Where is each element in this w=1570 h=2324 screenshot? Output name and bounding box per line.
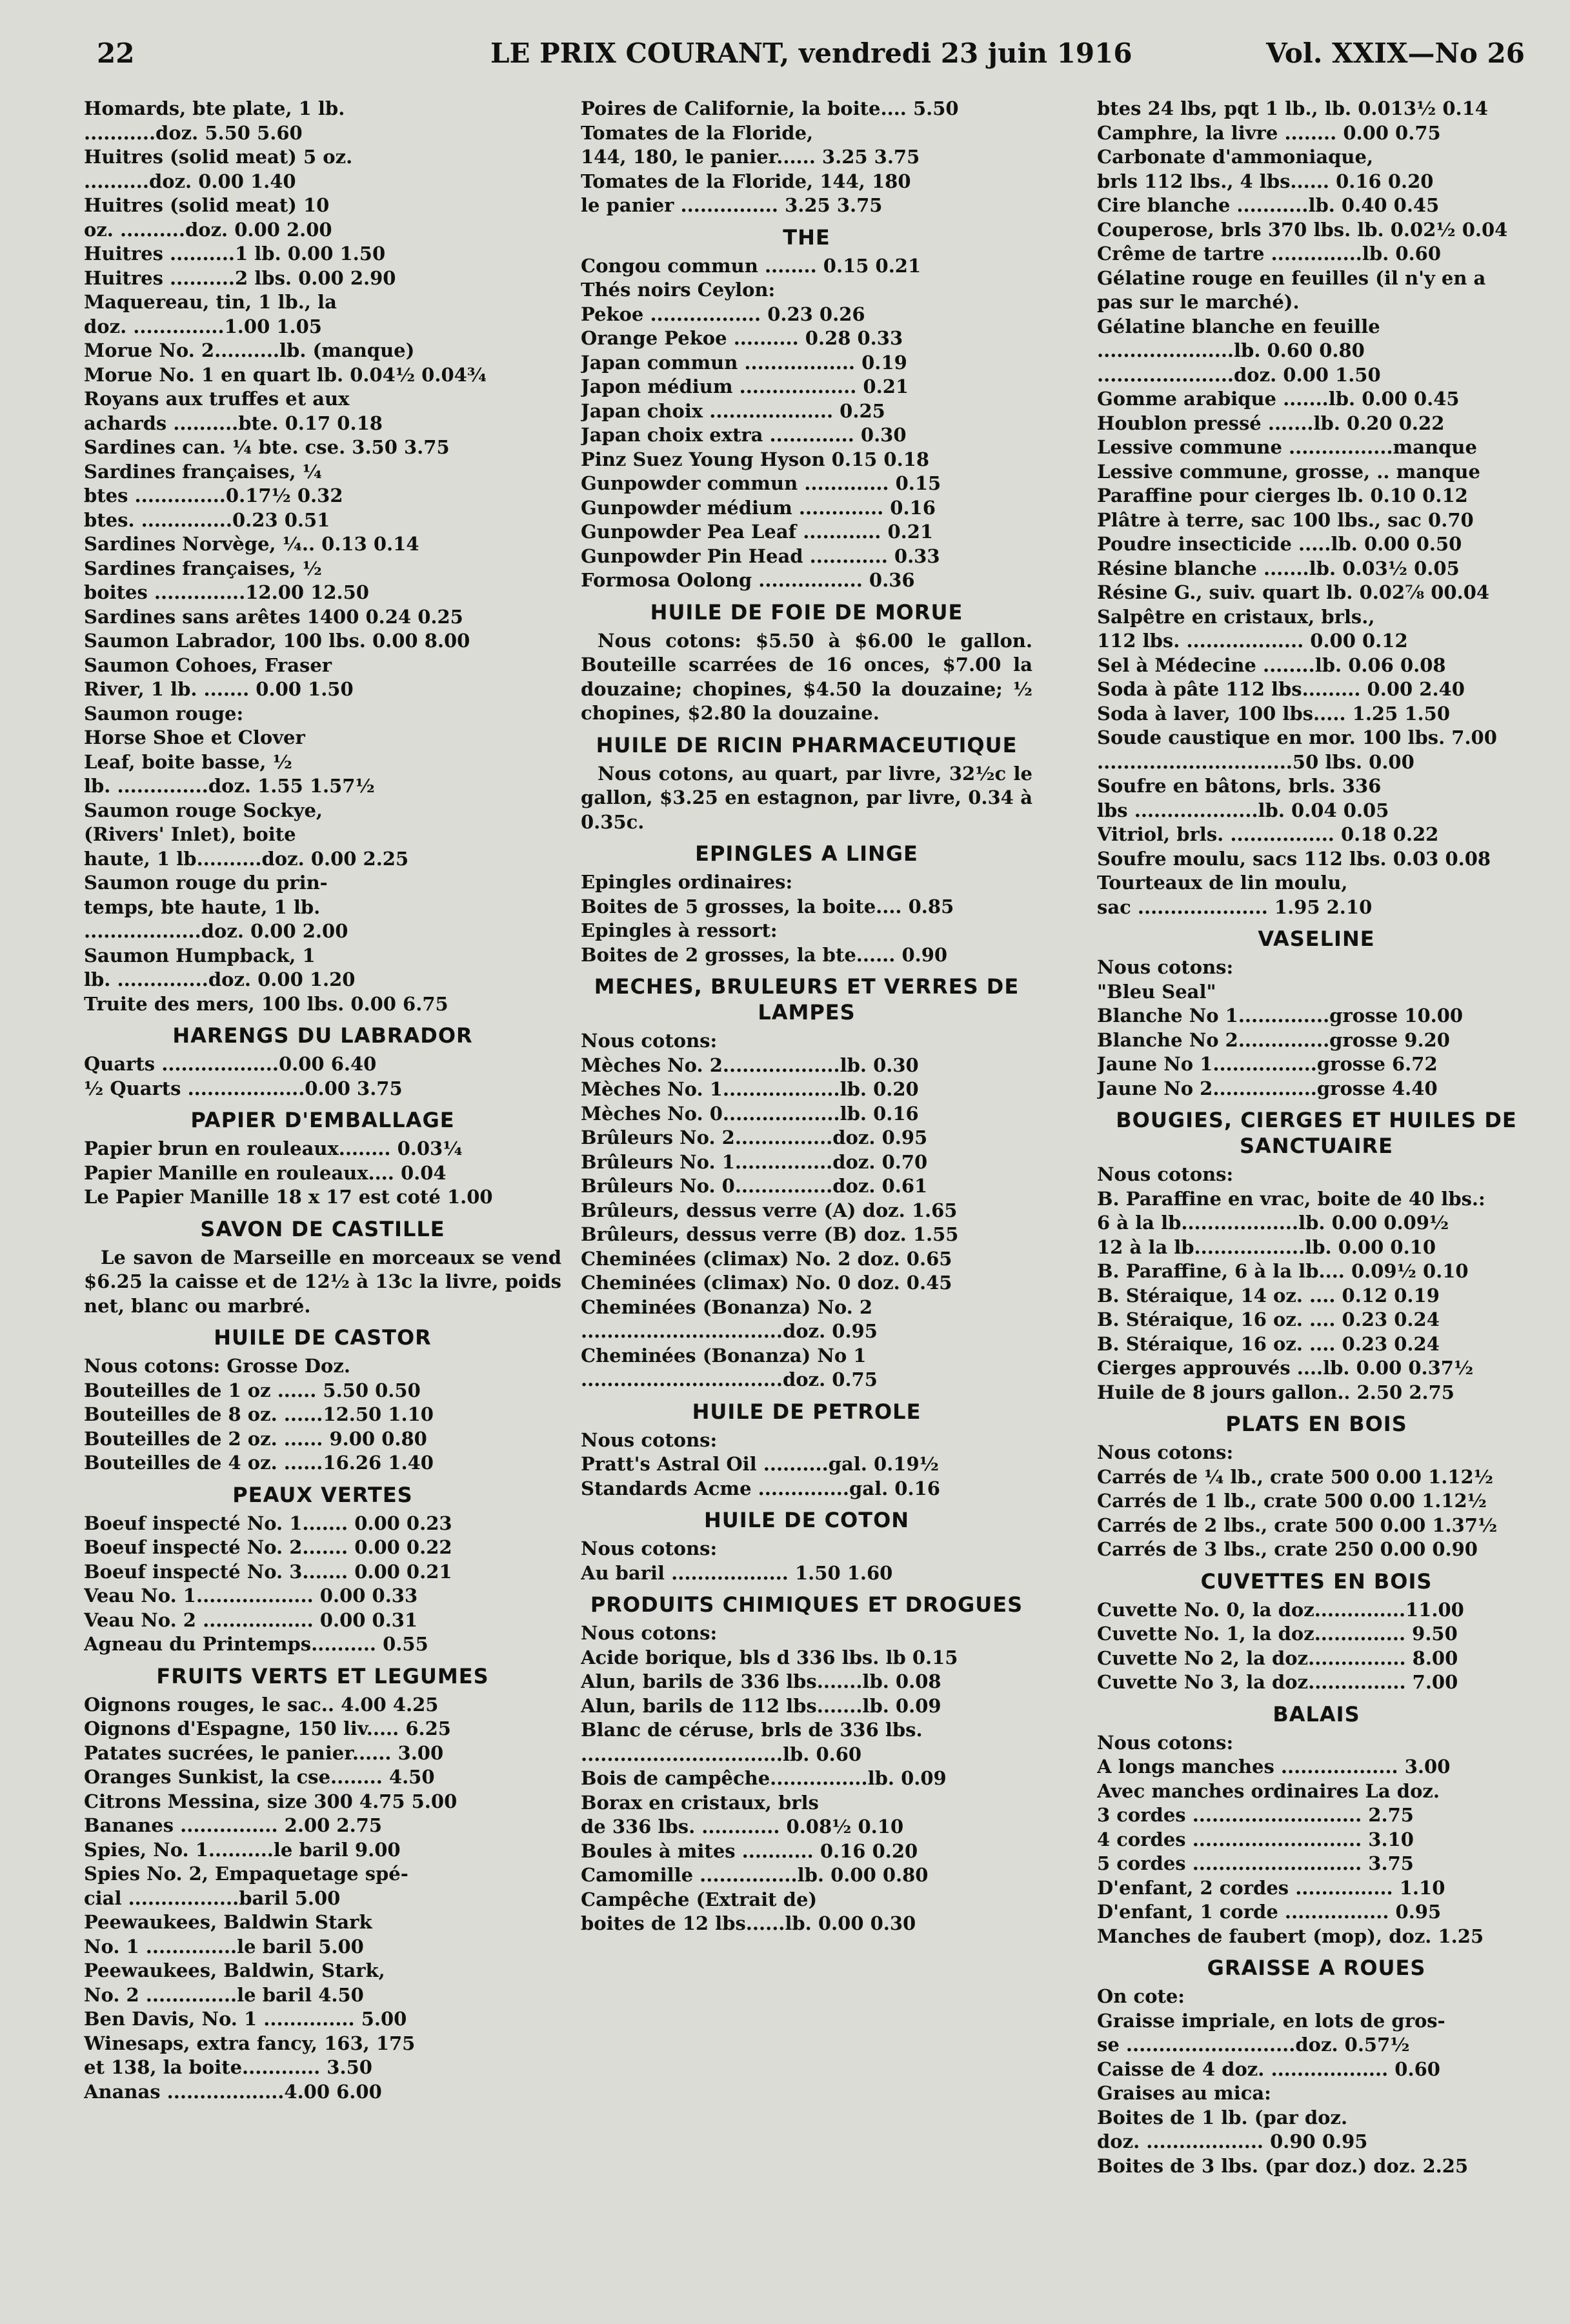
price-line: Huitres ..........2 lbs. 0.00 2.90 — [84, 266, 396, 289]
price-line: Paraffine pour cierges lb. 0.10 0.12 — [1097, 485, 1468, 506]
price-line: Boites de 2 grosses, la bte...... 0.90 — [581, 943, 948, 966]
price-line: "Bleu Seal" — [1097, 980, 1216, 1003]
price-line: Brûleurs, dessus verre (B) doz. 1.55 — [581, 1223, 959, 1245]
price-line: Bouteilles de 4 oz. ......16.26 1.40 — [84, 1452, 434, 1474]
price-line: Bouteilles de 8 oz. ......12.50 1.10 — [84, 1403, 434, 1425]
price-line: Soufre moulu, sacs 112 lbs. 0.03 0.08 — [1097, 847, 1491, 870]
price-list — [84, 1512, 561, 1657]
price-line: Tomates de la Floride, — [581, 121, 814, 144]
price-line: Salpêtre en cristaux, brls., — [1097, 605, 1375, 628]
price-line: Maquereau, tin, 1 lb., la — [84, 291, 337, 313]
section-heading: PRODUITS CHIMIQUES ET DROGUES — [590, 1592, 1023, 1617]
price-line: Huile de 8 jours gallon.. 2.50 2.75 — [1097, 1381, 1454, 1403]
price-line: Cuvette No. 1, la doz.............. 9.50 — [1097, 1623, 1458, 1645]
price-line: Acide borique, bls d 336 lbs. lb 0.15 — [581, 1646, 958, 1668]
price-line: ...............................doz. 0.95 — [581, 1320, 878, 1342]
price-line: Saumon Labrador, 100 lbs. 0.00 8.00 — [84, 630, 470, 652]
price-line: Mèches No. 0..................lb. 0.16 — [581, 1102, 919, 1125]
price-line: Oignons rouges, le sac.. 4.00 4.25 — [84, 1693, 439, 1716]
price-line: Nous cotons: — [581, 1428, 718, 1451]
price-line: Nous cotons: Grosse Doz. — [84, 1355, 350, 1377]
price-line: 12 à la lb.................lb. 0.00 0.10 — [1097, 1236, 1436, 1258]
price-line: Peewaukees, Baldwin, Stark, — [84, 1959, 385, 1981]
price-line: Résine blanche .......lb. 0.03½ 0.05 — [1097, 557, 1460, 579]
price-line: haute, 1 lb..........doz. 0.00 2.25 — [84, 847, 409, 870]
price-line: Sardines Norvège, ¼.. 0.13 0.14 — [84, 533, 419, 555]
price-line: Saumon Humpback, 1 — [84, 944, 316, 967]
price-list — [581, 1029, 1032, 1392]
price-line: Campêche (Extrait de) — [581, 1888, 818, 1910]
price-line: Blanc de céruse, brls de 336 lbs. — [581, 1719, 923, 1741]
price-line: 144, 180, le panier...... 3.25 3.75 — [581, 146, 920, 168]
price-line: Gunpowder Pin Head ............ 0.33 — [581, 545, 940, 567]
price-line: Huitres (solid meat) 5 oz. — [84, 146, 353, 168]
price-line: Lessive commune ................manque — [1097, 436, 1477, 458]
price-line: Boules à mites ........... 0.16 0.20 — [581, 1839, 918, 1862]
paragraph: Le savon de Marseille en morceaux se vend $6.25 la caisse et de 12½ à 13c la livre, poids net, blanc ou marbré. — [84, 1246, 561, 1317]
price-line: doz. .................. 0.90 0.95 — [1097, 2130, 1368, 2152]
section-heading: HUILE DE CASTOR — [214, 1325, 432, 1350]
price-line: se ..........................doz. 0.57½ — [1097, 2034, 1410, 2056]
price-line: Blanche No 2..............grosse 9.20 — [1097, 1028, 1450, 1051]
price-line: .....................lb. 0.60 0.80 — [1097, 339, 1365, 361]
price-line: Carbonate d'ammoniaque, — [1097, 146, 1374, 168]
price-line: .....................doz. 0.00 1.50 — [1097, 363, 1381, 386]
price-line: de 336 lbs. ............ 0.08½ 0.10 — [581, 1816, 904, 1838]
price-line: Soude caustique en mor. 100 lbs. 7.00 — [1097, 726, 1497, 748]
price-line: Mèches No. 2..................lb. 0.30 — [581, 1054, 919, 1076]
price-list — [581, 97, 1032, 218]
price-line: btes 24 lbs, pqt 1 lb., lb. 0.013½ 0.14 — [1097, 97, 1488, 119]
price-line: Gélatine blanche en feuille — [1097, 315, 1380, 337]
price-list — [1097, 1163, 1536, 1405]
price-line: Lessive commune, grosse, .. manque — [1097, 460, 1480, 483]
price-line: Cire blanche ...........lb. 0.40 0.45 — [1097, 194, 1440, 216]
price-line: Formosa Oolong ................ 0.36 — [581, 569, 915, 591]
price-line: 112 lbs. .................. 0.00 0.12 — [1097, 630, 1408, 652]
price-line: On cote: — [1097, 1985, 1185, 2007]
section-heading: BALAIS — [1273, 1701, 1360, 1727]
paragraph: Nous cotons, au quart, par livre, 32½c le gallon, $3.25 en estagnon, par livre, 0.34 à 0.35c. — [581, 762, 1032, 833]
price-line: Sardines françaises, ½ — [84, 557, 322, 579]
price-list — [84, 1137, 561, 1210]
section-heading: PLATS EN BOIS — [1225, 1412, 1407, 1436]
price-line: Brûleurs No. 1...............doz. 0.70 — [581, 1150, 928, 1173]
page-number: 22 — [97, 37, 135, 69]
section-heading: PEAUX VERTES — [232, 1482, 413, 1507]
price-line: B. Stéraique, 16 oz. .... 0.23 0.24 — [1097, 1332, 1440, 1355]
price-line: Veau No. 2 ................. 0.00 0.31 — [84, 1608, 418, 1631]
price-line: Poudre insecticide .....lb. 0.00 0.50 — [1097, 533, 1462, 555]
price-line: Royans aux truffes et aux — [84, 388, 350, 410]
price-line: Truite des mers, 100 lbs. 0.00 6.75 — [84, 992, 448, 1015]
price-line: Carrés de 2 lbs., crate 500 0.00 1.37½ — [1097, 1514, 1498, 1536]
page-header — [90, 32, 1525, 84]
price-line: Mèches No. 1..................lb. 0.20 — [581, 1078, 919, 1100]
price-line: B. Paraffine, 6 à la lb.... 0.09½ 0.10 — [1097, 1260, 1469, 1282]
price-line: Epingles ordinaires: — [581, 871, 793, 893]
page-title: LE PRIX COURANT, vendredi 23 juin 1916 — [490, 37, 1132, 69]
price-line: 3 cordes .......................... 2.75 — [1097, 1804, 1414, 1826]
price-line: Standards Acme ..............gal. 0.16 — [581, 1477, 940, 1499]
price-line: Tomates de la Floride, 144, 180 — [581, 170, 911, 192]
price-line: B. Stéraique, 16 oz. .... 0.23 0.24 — [1097, 1308, 1440, 1330]
price-list — [84, 1052, 561, 1101]
section-heading: HUILE DE PETROLE — [692, 1399, 921, 1424]
section-heading: SAVON DE CASTILLE — [200, 1216, 445, 1241]
price-line: Saumon rouge du prin- — [84, 872, 328, 894]
price-line: Peewaukees, Baldwin Stark — [84, 1911, 372, 1933]
price-line: Gomme arabique .......lb. 0.00 0.45 — [1097, 388, 1460, 410]
price-line: btes ..............0.17½ 0.32 — [84, 485, 343, 506]
price-line: Epingles à ressort: — [581, 919, 778, 941]
section-heading: HUILE DE RICIN PHARMACEUTIQUE — [596, 732, 1018, 757]
price-line: Bouteilles de 2 oz. ...... 9.00 0.80 — [84, 1427, 427, 1450]
price-line: Soda à laver, 100 lbs..... 1.25 1.50 — [1097, 702, 1450, 725]
price-line: No. 2 ..............le baril 4.50 — [84, 1983, 364, 2006]
price-line: Pratt's Astral Oil ..........gal. 0.19½ — [581, 1453, 939, 1475]
price-line: et 138, la boite............ 3.50 — [84, 2056, 372, 2078]
price-line: Tourteaux de lin moulu, — [1097, 872, 1348, 894]
price-list — [581, 1537, 1032, 1585]
section-heading: VASELINE — [1258, 927, 1375, 951]
price-line: Japan choix ................... 0.25 — [581, 399, 885, 422]
price-line: temps, bte haute, 1 lb. — [84, 896, 321, 918]
price-line: boites ..............12.00 12.50 — [84, 581, 369, 603]
price-line: Nous cotons: — [581, 1538, 718, 1559]
price-line: Japon médium .................. 0.21 — [581, 376, 909, 397]
price-line: lb. ..............doz. 1.55 1.57½ — [84, 775, 375, 797]
price-line: Houblon pressé .......lb. 0.20 0.22 — [1097, 412, 1445, 434]
price-line: Cierges approuvés ....lb. 0.00 0.37½ — [1097, 1357, 1474, 1379]
price-line: Horse Shoe et Clover — [84, 726, 305, 748]
price-line: Cuvette No 3, la doz............... 7.00 — [1097, 1671, 1458, 1693]
price-line: 4 cordes .......................... 3.10 — [1097, 1828, 1414, 1850]
price-line: Homards, bte plate, 1 lb. — [84, 97, 345, 119]
price-line: Crême de tartre ..............lb. 0.60 — [1097, 243, 1442, 265]
price-line: Sardines can. ¼ bte. cse. 3.50 3.75 — [84, 436, 450, 458]
price-line: oz. ..........doz. 0.00 2.00 — [84, 218, 332, 241]
price-line: Gunpowder médium ............. 0.16 — [581, 496, 936, 519]
section-heading: GRAISSE A ROUES — [1207, 1956, 1426, 1980]
price-line: Veau No. 1.................. 0.00 0.33 — [84, 1585, 418, 1607]
price-line: Manches de faubert (mop), doz. 1.25 — [1097, 1925, 1484, 1947]
price-line: Carrés de 1 lb., crate 500 0.00 1.12½ — [1097, 1490, 1487, 1512]
price-line: Cheminées (Bonanza) No. 2 — [581, 1296, 873, 1318]
price-line: Boeuf inspecté No. 2....... 0.00 0.22 — [84, 1536, 452, 1558]
price-line: Spies No. 2, Empaquetage spé- — [84, 1863, 408, 1885]
price-list — [1097, 1731, 1536, 1949]
price-line: le panier ............... 3.25 3.75 — [581, 194, 883, 216]
price-line: Cuvette No 2, la doz............... 8.00 — [1097, 1647, 1458, 1669]
price-line: Cheminées (climax) No. 2 doz. 0.65 — [581, 1247, 952, 1270]
price-line: boites de 12 lbs......lb. 0.00 0.30 — [581, 1912, 916, 1934]
price-line: Nous cotons: — [581, 1622, 718, 1644]
price-line: Sardines sans arêtes 1400 0.24 0.25 — [84, 605, 463, 628]
price-line: ...............................lb. 0.60 — [581, 1743, 862, 1765]
price-line: Papier Manille en rouleaux.... 0.04 — [84, 1161, 447, 1184]
price-line: (Rivers' Inlet), boite — [84, 823, 296, 845]
price-line: Orange Pekoe .......... 0.28 0.33 — [581, 327, 903, 349]
price-line: ...........doz. 5.50 5.60 — [84, 121, 303, 144]
price-line: sac .................... 1.95 2.10 — [1097, 896, 1373, 918]
price-line: brls 112 lbs., 4 lbs...... 0.16 0.20 — [1097, 170, 1434, 192]
price-list — [1097, 1598, 1536, 1695]
price-line: Nous cotons: — [581, 1030, 718, 1052]
price-list — [581, 254, 1032, 593]
price-line: Le Papier Manille 18 x 17 est coté 1.00 — [84, 1186, 493, 1208]
price-line: Boeuf inspecté No. 3....... 0.00 0.21 — [84, 1560, 452, 1583]
section-heading: BOUGIES, CIERGES ET HUILES DE SANCTUAIRE — [1116, 1108, 1517, 1158]
price-line: Brûleurs No. 0...............doz. 0.61 — [581, 1175, 928, 1197]
price-line: ..............................50 lbs. 0.00 — [1097, 750, 1414, 773]
price-line: Blanche No 1..............grosse 10.00 — [1097, 1005, 1464, 1027]
price-line: Japan commun ................. 0.19 — [581, 351, 907, 374]
price-line: Citrons Messina, size 300 4.75 5.00 — [84, 1790, 458, 1812]
section-heading: EPINGLES A LINGE — [695, 841, 918, 866]
price-line: D'enfant, 1 corde ................ 0.95 — [1097, 1901, 1442, 1923]
price-line: Quarts ..................0.00 6.40 — [84, 1053, 377, 1075]
price-line: Jaune No 2................grosse 4.40 — [1097, 1077, 1438, 1099]
price-line: A longs manches .................. 3.00 — [1097, 1756, 1451, 1778]
price-list — [581, 870, 1032, 967]
price-line: Caisse de 4 doz. .................. 0.60 — [1097, 2058, 1440, 2080]
price-line: Vitriol, brls. ................ 0.18 0.22 — [1097, 823, 1439, 845]
section-heading: FRUITS VERTS ET LEGUMES — [156, 1663, 489, 1688]
price-line: Borax en cristaux, brls — [581, 1791, 819, 1814]
price-line: Gélatine rouge en feuilles (il n'y en a — [1097, 266, 1486, 289]
price-line: 5 cordes .......................... 3.75 — [1097, 1852, 1414, 1874]
price-line: Nous cotons: — [1097, 1163, 1234, 1185]
price-list — [1097, 1441, 1536, 1562]
price-line: Ben Davis, No. 1 .............. 5.00 — [84, 2008, 407, 2030]
price-line: Boites de 1 lb. (par doz. — [1097, 2106, 1348, 2129]
price-list — [1097, 97, 1536, 919]
price-line: Bois de campêche...............lb. 0.09 — [581, 1767, 947, 1789]
price-line: Camomille ...............lb. 0.00 0.80 — [581, 1864, 929, 1886]
price-list — [1097, 1985, 1536, 2178]
price-list — [84, 1354, 561, 1476]
section-heading: HUILE DE FOIE DE MORUE — [650, 599, 963, 625]
price-line: lbs ...................lb. 0.04 0.05 — [1097, 799, 1389, 821]
column-2 — [581, 97, 1032, 1936]
price-line: Congou commun ........ 0.15 0.21 — [581, 254, 921, 277]
price-list — [84, 1693, 561, 2105]
price-line: Leaf, boite basse, ½ — [84, 750, 292, 773]
price-line: ½ Quarts ..................0.00 3.75 — [84, 1077, 403, 1099]
price-line: Boeuf inspecté No. 1....... 0.00 0.23 — [84, 1512, 452, 1534]
volume-number: Vol. XXIX—No 26 — [1266, 37, 1525, 69]
price-line: Boites de 3 lbs. (par doz.) doz. 2.25 — [1097, 2154, 1469, 2177]
price-line: Soufre en bâtons, brls. 336 — [1097, 775, 1382, 797]
price-line: Carrés de 3 lbs., crate 250 0.00 0.90 — [1097, 1538, 1478, 1560]
price-line: Huitres ..........1 lb. 0.00 1.50 — [84, 243, 386, 265]
price-line: No. 1 ..............le baril 5.00 — [84, 1935, 364, 1958]
price-line: Avec manches ordinaires La doz. — [1097, 1779, 1440, 1802]
price-line: Saumon rouge: — [84, 702, 244, 725]
price-line: Carrés de ¼ lb., crate 500 0.00 1.12½ — [1097, 1465, 1493, 1488]
price-line: B. Paraffine en vrac, boite de 40 lbs.: — [1097, 1187, 1485, 1210]
price-line: Nous cotons: — [1097, 1731, 1234, 1754]
price-line: ..................doz. 0.00 2.00 — [84, 920, 348, 942]
price-line: Couperose, brls 370 lbs. lb. 0.02½ 0.04 — [1097, 218, 1508, 241]
section-heading: THE — [783, 225, 830, 250]
price-line: Boites de 5 grosses, la boite.... 0.85 — [581, 895, 954, 917]
section-heading: MECHES, BRULEURS ET VERRES DE LAMPES — [594, 974, 1020, 1025]
price-line: Jaune No 1................grosse 6.72 — [1097, 1053, 1438, 1075]
price-line: Spies, No. 1..........le baril 9.00 — [84, 1838, 401, 1861]
price-line: Brûleurs No. 2...............doz. 0.95 — [581, 1127, 928, 1148]
price-line: Graises au mica: — [1097, 2082, 1271, 2104]
price-line: achards ..........bte. 0.17 0.18 — [84, 412, 383, 434]
price-line: Alun, barils de 336 lbs.......lb. 0.08 — [581, 1670, 941, 1692]
price-line: Sardines françaises, ¼ — [84, 460, 322, 483]
price-line: Sel à Médecine ........lb. 0.06 0.08 — [1097, 654, 1446, 676]
price-line: Nous cotons: — [1097, 956, 1234, 978]
price-line: D'enfant, 2 cordes ............... 1.10 — [1097, 1876, 1445, 1899]
price-line: Saumon rouge Sockye, — [84, 799, 323, 821]
price-line: River, 1 lb. ....... 0.00 1.50 — [84, 678, 354, 700]
section-heading: HUILE DE COTON — [703, 1508, 910, 1532]
price-line: ...............................doz. 0.75 — [581, 1368, 878, 1390]
price-line: Cheminées (climax) No. 0 doz. 0.45 — [581, 1272, 952, 1294]
price-line: Bouteilles de 1 oz ...... 5.50 0.50 — [84, 1379, 421, 1401]
price-line: Morue No. 2..........lb. (manque) — [84, 339, 415, 361]
price-line: Bananes ............... 2.00 2.75 — [84, 1814, 383, 1836]
price-list — [1097, 956, 1536, 1101]
price-line: Nous cotons: — [1097, 1441, 1234, 1463]
section-heading: HARENGS DU LABRADOR — [172, 1023, 473, 1048]
price-line: B. Stéraique, 14 oz. .... 0.12 0.19 — [1097, 1284, 1440, 1307]
price-line: Oranges Sunkist, la cse........ 4.50 — [84, 1766, 435, 1788]
section-heading: CUVETTES EN BOIS — [1200, 1568, 1433, 1594]
price-line: Oignons d'Espagne, 150 liv..... 6.25 — [84, 1718, 451, 1739]
price-line: Saumon Cohoes, Fraser — [84, 654, 332, 676]
price-line: Plâtre à terre, sac 100 lbs., sac 0.70 — [1097, 508, 1474, 531]
price-line: Gunpowder Pea Leaf ............ 0.21 — [581, 521, 934, 543]
price-line: pas sur le marché). — [1097, 291, 1300, 313]
price-line: Pekoe ................. 0.23 0.26 — [581, 303, 865, 325]
price-line: Cheminées (Bonanza) No 1 — [581, 1344, 867, 1367]
price-line: Pinz Suez Young Hyson 0.15 0.18 — [581, 448, 930, 470]
price-line: cial .................baril 5.00 — [84, 1887, 341, 1909]
section-heading: PAPIER D'EMBALLAGE — [190, 1108, 455, 1132]
price-line: Résine G., suiv. quart lb. 0.02⅞ 00.04 — [1097, 581, 1490, 603]
price-line: 6 à la lb..................lb. 0.00 0.09½ — [1097, 1212, 1449, 1234]
price-line: Morue No. 1 en quart lb. 0.04½ 0.04¾ — [84, 363, 487, 386]
paragraph: Nous cotons: $5.50 à $6.00 le gallon. Bouteille scarrées de 16 onces, $7.00 la douzaine; chopines, $4.50 la douzaine; ½ chopines, $2.80 la douzaine. — [581, 629, 1032, 724]
price-list — [581, 1428, 1032, 1501]
price-line: Cuvette No. 0, la doz..............11.00 — [1097, 1598, 1464, 1621]
price-line: Graisse impriale, en lots de gros- — [1097, 2009, 1445, 2032]
price-line: Ananas ..................4.00 6.00 — [84, 2080, 382, 2103]
price-line: doz. ..............1.00 1.05 — [84, 315, 322, 337]
price-line: Thés noirs Ceylon: — [581, 279, 776, 301]
seafood-list — [84, 97, 561, 1016]
price-line: Soda à pâte 112 lbs......... 0.00 2.40 — [1097, 678, 1465, 700]
price-line: ..........doz. 0.00 1.40 — [84, 170, 296, 192]
price-line: Alun, barils de 112 lbs.......lb. 0.09 — [581, 1694, 941, 1717]
price-line: Japan choix extra ............. 0.30 — [581, 424, 907, 446]
price-line: Huitres (solid meat) 10 — [84, 194, 330, 216]
price-line: Camphre, la livre ........ 0.00 0.75 — [1097, 121, 1441, 144]
price-line: Papier brun en rouleaux........ 0.03¼ — [84, 1137, 463, 1159]
price-list — [581, 1621, 1032, 1936]
column-3 — [1097, 97, 1536, 2178]
price-line: lb. ..............doz. 0.00 1.20 — [84, 968, 356, 990]
price-line: Agneau du Printemps.......... 0.55 — [84, 1633, 428, 1655]
price-line: Gunpowder commun ............. 0.15 — [581, 472, 941, 494]
price-line: Au baril .................. 1.50 1.60 — [581, 1561, 893, 1584]
price-line: Poires de Californie, la boite.... 5.50 — [581, 97, 959, 119]
price-line: btes. ..............0.23 0.51 — [84, 508, 330, 531]
column-1 — [84, 97, 561, 2104]
price-line: Patates sucrées, le panier...... 3.00 — [84, 1741, 444, 1764]
price-line: Brûleurs, dessus verre (A) doz. 1.65 — [581, 1199, 958, 1221]
price-line: Winesaps, extra fancy, 163, 175 — [84, 2032, 416, 2054]
